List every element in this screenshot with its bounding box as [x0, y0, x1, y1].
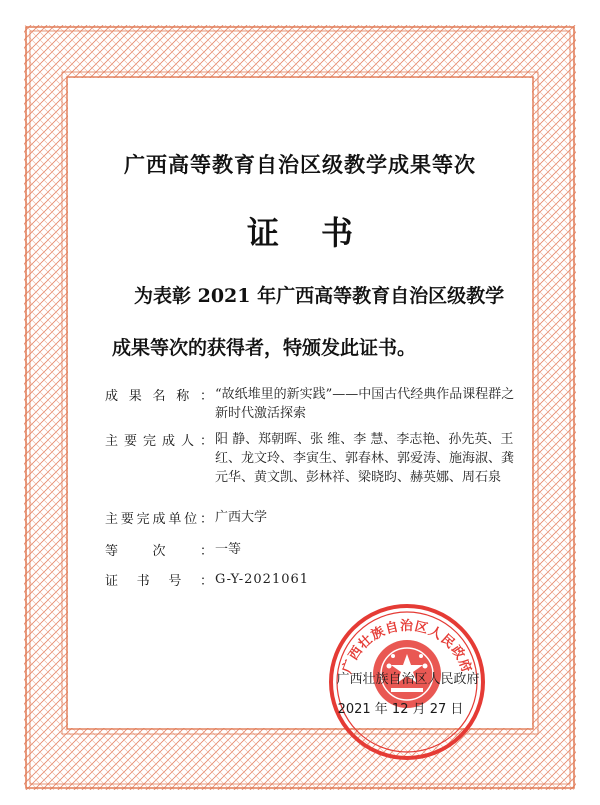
- main-people-value: 阳 静、郑朝晖、张 维、李 慧、李志艳、孙先英、王 红、龙文玲、李寅生、郭春林、郭爱涛、施海淑、龚元华、黄文凯、彭林祥、梁晓昀、赫英娜、周石泉: [215, 432, 515, 485]
- certificate-subtitle: [0, 208, 600, 254]
- seal-text: 广西壮族自治区人民政府: [339, 619, 475, 676]
- subtitle-right: 书: [321, 214, 354, 252]
- certificate-title: 广西高等教育自治区级教学成果等次: [124, 153, 476, 177]
- certificate-number-label: 证书号：: [105, 574, 213, 589]
- main-people-label: 主要完成人：: [105, 434, 213, 449]
- issue-date: 2021 年 12 月 27 日: [337, 702, 464, 717]
- intro-text: 为表彰 2021 年广西高等教育自治区级教学成果等次的获得者，特颁发此证书。: [112, 285, 505, 359]
- certificate-number-value: G-Y-2021061: [215, 572, 310, 587]
- subtitle-left: 证: [246, 214, 279, 252]
- main-unit-value: 广西大学: [215, 510, 268, 525]
- achievement-name-value: “故纸堆里的新实践”——中国古代经典作品课程群之新时代激活探索: [215, 387, 515, 421]
- level-value: 一等: [215, 542, 242, 557]
- issuer: 广西壮族自治区人民政府: [336, 672, 480, 687]
- level-label: 等次：: [105, 544, 213, 559]
- main-unit-label: 主要完成单位：: [105, 512, 213, 527]
- achievement-name-label: 成果名称：: [105, 389, 213, 404]
